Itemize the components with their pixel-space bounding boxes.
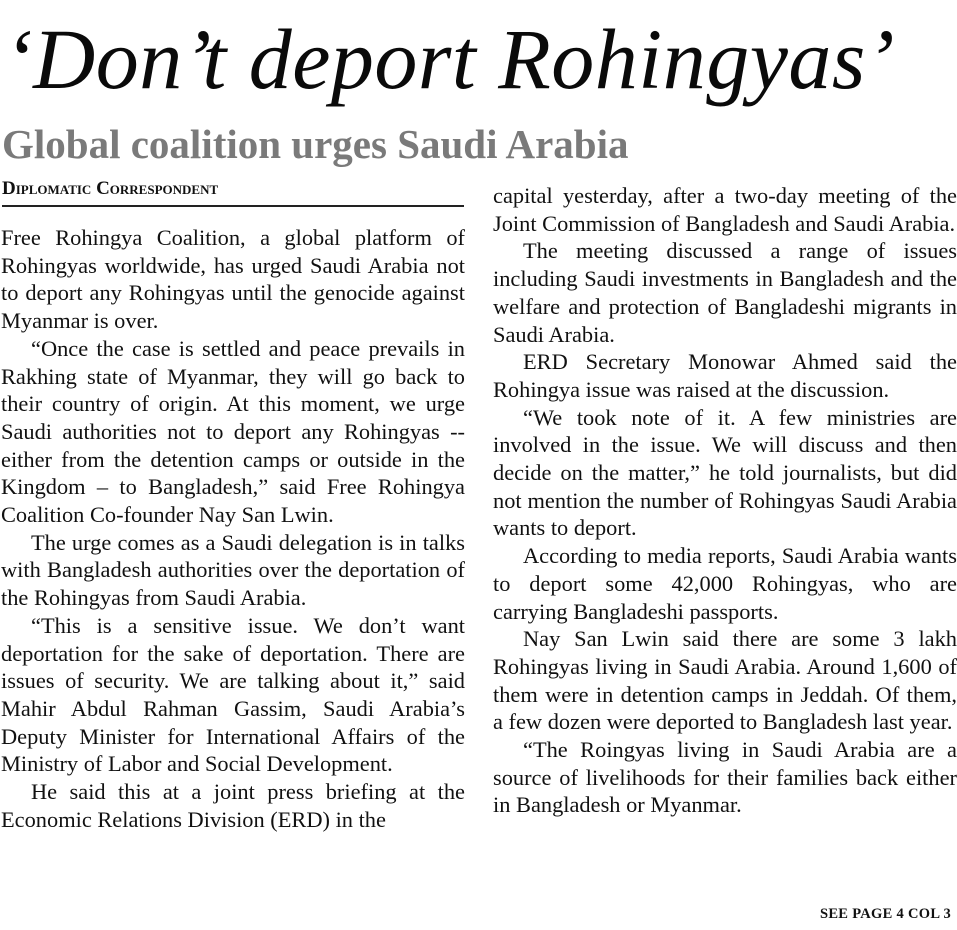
paragraph: He said this at a joint press briefing at the Economic Relations Division (ERD) in the [1,779,465,832]
paragraph: capital yesterday, after a two-day meeting of the Joint Commission of Bangladesh and Saudi Arabia. [493,183,957,236]
paragraph: Free Rohingya Coalition, a global platform of Rohingyas worldwide, has urged Saudi Arabia not to deport any Rohingyas until the genocide against Myanmar is over. [1,225,465,334]
paragraph: “This is a sensitive issue. We don’t want deportation for the sake of deportation. There are issues of security. We are talking about it,” said Mahir Abdul Rahman Gassim, Saudi Arabia’s Deputy Minister for International Affairs of the Ministry of Labor and Social Development. [1,612,465,777]
continuation-jump: SEE PAGE 4 COL 3 [819,906,951,922]
byline: Diplomatic Correspondent [2,176,464,207]
subheadline: Global coalition urges Saudi Arabia [2,121,629,167]
article-column-right [493,182,957,819]
article-column-left [1,224,465,833]
paragraph: “The Roingyas living in Saudi Arabia are a source of livelihoods for their families back either in Bangladesh or Myanmar. [493,737,957,818]
paragraph: The meeting discussed a range of issues including Saudi investments in Bangladesh and the welfare and protection of Bangladeshi migrants in Saudi Arabia. [493,238,957,347]
paragraph: According to media reports, Saudi Arabia wants to deport some 42,000 Rohingyas, who are carrying Bangladeshi passports. [493,543,957,624]
paragraph: ERD Secretary Monowar Ahmed said the Rohingya issue was raised at the discussion. [493,349,957,402]
paragraph: Nay San Lwin said there are some 3 lakh Rohingyas living in Saudi Arabia. Around 1,600 of them were in detention camps in Jeddah. Of them, a few dozen were deported to Bangladesh last year. [493,626,957,735]
paragraph: The urge comes as a Saudi delegation is in talks with Bangladesh authorities over the deportation of the Rohingyas from Saudi Arabia. [1,529,465,611]
paragraph: “We took note of it. A few ministries are involved in the issue. We will discuss and then decide on the matter,” he told journalists, but did not mention the number of Rohingyas Saudi Arabia wants to deport. [493,404,957,541]
headline: ‘Don’t deport Rohingyas’ [4,11,895,107]
paragraph: “Once the case is settled and peace prevails in Rakhing state of Myanmar, they will go back to their country of origin. At this moment, we urge Saudi authorities not to deport any Rohingyas -- either from the detention camps or outside in the Kingdom – to Bangladesh,” said Free Rohingya Coalition Co-founder Nay San Lwin. [1,335,465,528]
